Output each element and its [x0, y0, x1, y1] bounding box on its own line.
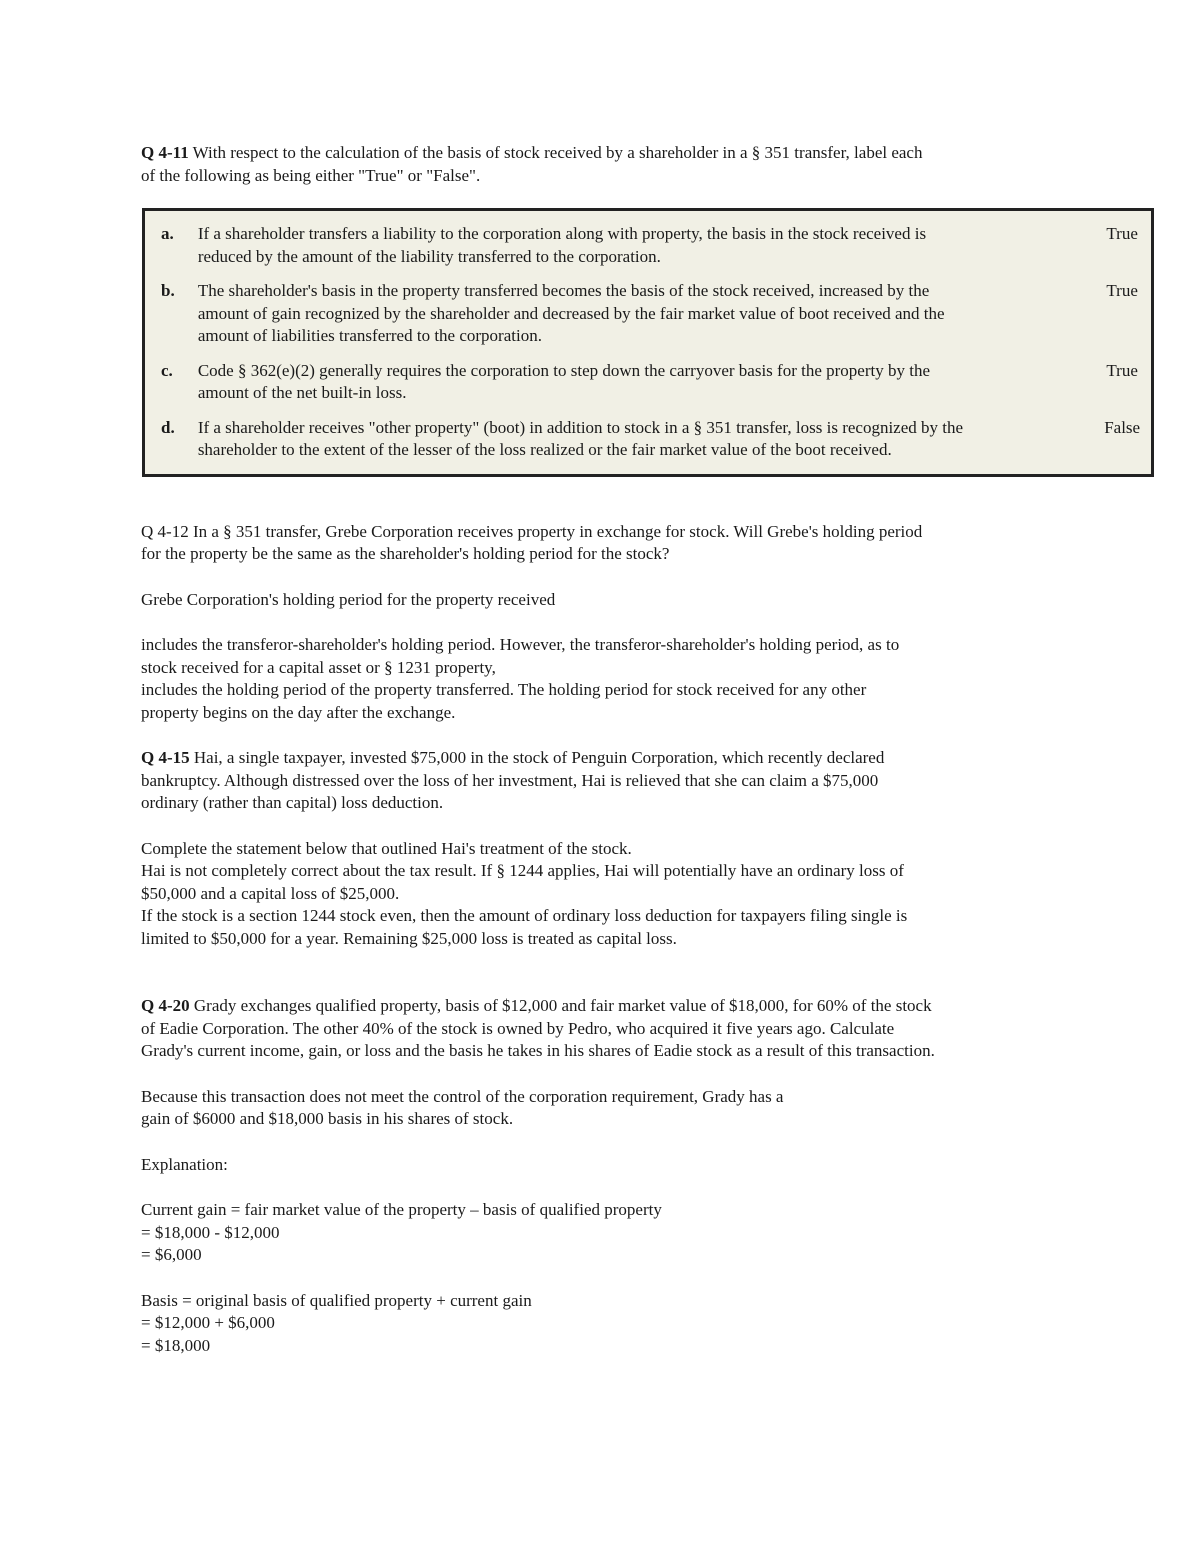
question-text: Q 4-12 In a § 351 transfer, Grebe Corporation receives property in exchange for stock. Will Grebe's holding period	[141, 521, 923, 541]
question-4-15	[141, 747, 1161, 950]
item-statement	[198, 360, 1093, 405]
question-text: Grady exchanges qualified property, basis of $12,000 and fair market value of $18,000, for 60% of the stock	[189, 996, 932, 1015]
gain-calculation	[141, 1199, 1161, 1267]
question-4-12-prompt	[141, 521, 1161, 566]
question-4-11	[141, 142, 1161, 477]
answer-line: Complete the statement below that outlined Hai's treatment of the stock.	[141, 838, 632, 858]
item-letter: d.	[161, 417, 175, 437]
item-answer: True	[1106, 360, 1138, 380]
explanation-label	[141, 1154, 1161, 1177]
answer-line: gain of $6000 and $18,000 basis in his shares of stock.	[141, 1109, 514, 1128]
statement-line: shareholder to the extent of the lesser of the loss realized or the fair market value of the boot received.	[197, 440, 892, 459]
answer-line: includes the holding period of the property transferred. The holding period for stock received for any other	[141, 680, 867, 699]
calculation-line: = $12,000 + $6,000	[141, 1313, 275, 1332]
answer-line: stock received for a capital asset or § 1231 property,	[141, 657, 496, 677]
item-statement	[198, 223, 1093, 268]
question-4-11-prompt	[141, 142, 1161, 187]
question-text: With respect to the calculation of the basis of stock received by a shareholder in a § 351 transfer, label each	[188, 143, 923, 162]
document-page	[141, 142, 1161, 1357]
statement-line: amount of the net built-in loss.	[197, 383, 407, 402]
calculation-line: = $18,000 - $12,000	[141, 1222, 280, 1242]
answer-line: Grebe Corporation's holding period for the property received	[141, 589, 556, 609]
true-false-table	[142, 208, 1154, 477]
question-text: Grady's current income, gain, or loss and the basis he takes in his shares of Eadie stock as a result of this transaction.	[141, 1041, 935, 1060]
answer-line: limited to $50,000 for a year. Remaining $25,000 loss is treated as capital loss.	[141, 928, 677, 948]
basis-calculation	[141, 1290, 1161, 1358]
question-4-15-prompt	[141, 747, 1161, 815]
question-4-12	[141, 521, 1161, 725]
item-statement	[198, 417, 1093, 462]
answer-statement	[141, 589, 1161, 612]
question-label: Q 4-11	[141, 143, 189, 162]
answer-line: If the stock is a section 1244 stock even, then the amount of ordinary loss deduction for taxpayers filing single is	[141, 906, 908, 925]
answer-text	[141, 1086, 1161, 1131]
calculation-line: Basis = original basis of qualified property + current gain	[141, 1290, 532, 1310]
item-answer: True	[1106, 281, 1138, 300]
question-text: for the property be the same as the shareholder's holding period for the stock?	[141, 544, 670, 563]
question-label: Q 4-15	[141, 748, 190, 767]
explanation-heading: Explanation:	[141, 1154, 228, 1174]
answer-line: includes the transferor-shareholder's holding period. However, the transferor-shareholder's holding period, as to	[141, 635, 900, 654]
question-text: of the following as being either "True" or "False".	[141, 165, 481, 185]
statement-line: If a shareholder receives "other property" (boot) in addition to stock in a § 351 transfer, loss is recognized by the	[197, 417, 964, 437]
answer-text	[141, 838, 1161, 951]
item-statement	[198, 280, 1093, 348]
calculation-line: = $18,000	[141, 1335, 211, 1355]
question-text: bankruptcy. Although distressed over the loss of her investment, Hai is relieved that she can claim a $75,000	[141, 770, 879, 790]
calculation-line: = $6,000	[141, 1245, 202, 1264]
statement-line: If a shareholder transfers a liability to the corporation along with property, the basis in the stock received is	[197, 224, 927, 243]
statement-line: amount of liabilities transferred to the corporation.	[197, 326, 542, 345]
question-text: of Eadie Corporation. The other 40% of the stock is owned by Pedro, who acquired it five years ago. Calculate	[141, 1018, 895, 1038]
tf-item-c	[145, 360, 1151, 405]
statement-line: Code § 362(e)(2) generally requires the corporation to step down the carryover basis for the property by the	[197, 360, 930, 380]
item-letter: a.	[161, 224, 174, 243]
statement-line: reduced by the amount of the liability transferred to the corporation.	[197, 246, 661, 266]
question-text: Hai, a single taxpayer, invested $75,000 in the stock of Penguin Corporation, which recently declared	[189, 748, 885, 767]
answer-line: $50,000 and a capital loss of $25,000.	[141, 883, 400, 903]
answer-line: Hai is not completely correct about the tax result. If § 1244 applies, Hai will potentially have an ordinary loss of	[141, 861, 904, 880]
calculation-line: Current gain = fair market value of the property – basis of qualified property	[141, 1200, 662, 1219]
tf-item-d	[145, 417, 1151, 462]
tf-item-a	[145, 223, 1151, 268]
question-text: ordinary (rather than capital) loss deduction.	[141, 793, 444, 812]
item-answer: True	[1106, 224, 1138, 243]
statement-line: The shareholder's basis in the property transferred becomes the basis of the stock received, increased by the	[197, 281, 930, 300]
statement-line: amount of gain recognized by the shareholder and decreased by the fair market value of boot received and the	[197, 303, 945, 323]
answer-line: Because this transaction does not meet the control of the corporation requirement, Grady has a	[141, 1086, 784, 1106]
question-4-20	[141, 995, 1161, 1357]
tf-item-b	[145, 280, 1151, 348]
answer-line: property begins on the day after the exchange.	[141, 702, 456, 722]
answer-text	[141, 634, 1161, 724]
item-letter: b.	[161, 281, 175, 300]
item-letter: c.	[161, 360, 173, 380]
item-answer: False	[1104, 417, 1141, 437]
question-4-20-prompt	[141, 995, 1161, 1063]
question-label: Q 4-20	[141, 996, 190, 1015]
